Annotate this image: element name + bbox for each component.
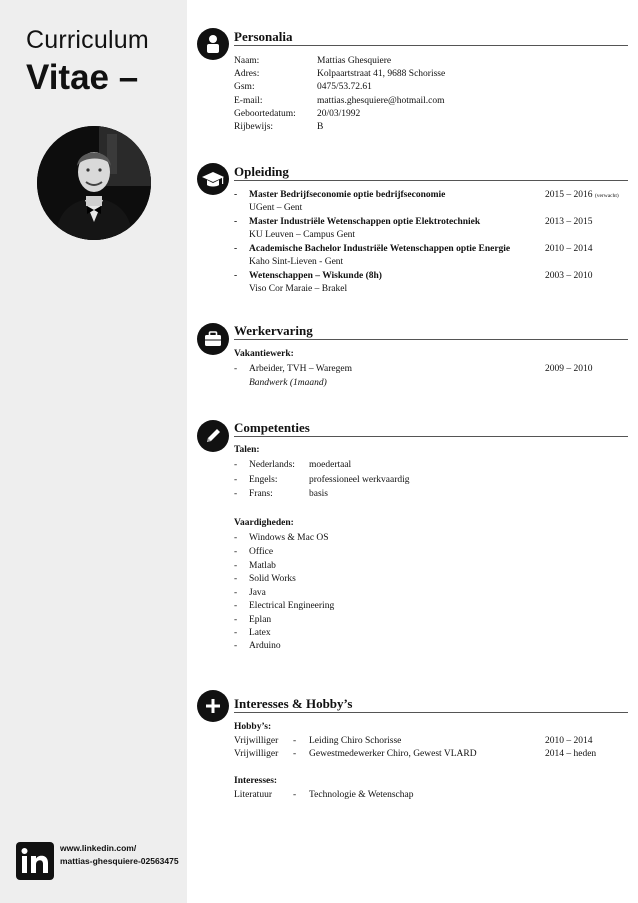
bullet: -: [234, 574, 238, 584]
interesse-role: Literatuur: [234, 790, 272, 800]
section-title-personalia: Personalia: [234, 29, 293, 44]
hobby-role: Vrijwilliger: [234, 749, 279, 759]
bullet: -: [234, 217, 238, 227]
bullet: -: [234, 489, 238, 499]
bullet: -: [234, 460, 238, 470]
bullet: -: [234, 628, 238, 638]
bullet: -: [234, 190, 238, 200]
werkervaring-detail: Bandwerk (1maand): [249, 378, 327, 388]
opleiding-period: 2013 – 2015: [545, 217, 593, 227]
hobbys-title: Hobby’s:: [234, 722, 272, 732]
taal-name: Frans:: [249, 489, 273, 499]
bullet: -: [234, 364, 238, 374]
section-title-interesses: Interesses & Hobby’s: [234, 696, 353, 711]
opleiding-note: (verwacht): [594, 193, 619, 199]
hobby-what: Leiding Chiro Schorisse: [309, 736, 402, 746]
taal-level: professioneel werkvaardig: [309, 475, 410, 485]
opleiding-school: UGent – Gent: [249, 203, 303, 213]
graduation-cap-icon: [197, 163, 229, 195]
taal-level: basis: [309, 489, 328, 499]
opleiding-degree: Wetenschappen – Wiskunde (8h): [249, 271, 382, 281]
vaardigheden-title: Vaardigheden:: [234, 518, 294, 528]
interesse-what: Technologie & Wetenschap: [309, 790, 414, 800]
personalia-value: 20/03/1992: [317, 109, 361, 119]
opleiding-degree: Academische Bachelor Industriële Wetenschappen optie Energie: [249, 244, 511, 254]
plus-icon: [197, 690, 229, 722]
bullet: -: [234, 271, 238, 281]
linkedin-icon[interactable]: [16, 842, 54, 880]
section-divider: [234, 339, 628, 340]
linkedin-url[interactable]: [60, 842, 179, 868]
taal-level: moedertaal: [309, 460, 352, 470]
opleiding-school: Viso Cor Maraie – Brakel: [249, 284, 348, 294]
bullet: -: [234, 641, 238, 651]
taal-name: Nederlands:: [249, 460, 295, 470]
section-title-competenties: Competenties: [234, 420, 310, 435]
personalia-value: 0475/53.72.61: [317, 82, 372, 92]
bullet: -: [293, 736, 297, 746]
vaardigheid-item: Solid Works: [249, 574, 296, 584]
bullet: -: [293, 790, 297, 800]
hobby-what: Gewestmedewerker Chiro, Gewest VLARD: [309, 749, 477, 759]
taal-name: Engels:: [249, 475, 278, 485]
bullet: -: [234, 244, 238, 254]
vaardigheid-item: Electrical Engineering: [249, 601, 335, 611]
bullet: -: [234, 533, 238, 543]
pencil-icon: [197, 420, 229, 452]
profile-photo: [37, 126, 151, 240]
hobby-period: 2014 – heden: [545, 749, 597, 759]
personalia-value: Kolpaartstraat 41, 9688 Schorisse: [317, 69, 446, 79]
opleiding-school: Kaho Sint-Lieven - Gent: [249, 257, 344, 267]
personalia-label: Rijbewijs:: [234, 122, 274, 132]
section-divider: [234, 180, 628, 181]
bullet: -: [234, 475, 238, 485]
linkedin-url-line1[interactable]: www.linkedin.com/: [60, 843, 137, 853]
werkervaring-subtitle: Vakantiewerk:: [234, 349, 294, 359]
user-icon: [197, 28, 229, 60]
interesses-title: Interesses:: [234, 776, 278, 786]
vaardigheid-item: Windows & Mac OS: [249, 533, 329, 543]
opleiding-period: 2010 – 2014: [545, 244, 593, 254]
section-divider: [234, 45, 628, 46]
vaardigheid-item: Matlab: [249, 561, 276, 571]
bullet: -: [234, 547, 238, 557]
opleiding-school: KU Leuven – Campus Gent: [249, 230, 356, 240]
bullet: -: [234, 601, 238, 611]
section-divider: [234, 712, 628, 713]
personalia-label: Geboortedatum:: [234, 109, 296, 119]
section-title-werkervaring: Werkervaring: [234, 323, 313, 338]
cv-title-line2: Vitae –: [26, 58, 139, 97]
cv-title-line1: Curriculum: [26, 26, 149, 54]
personalia-value: Mattias Ghesquiere: [317, 56, 392, 66]
personalia-label: Gsm:: [234, 82, 255, 92]
personalia-label: E-mail:: [234, 96, 263, 106]
bullet: -: [293, 749, 297, 759]
email-link[interactable]: mattias.ghesquiere@hotmail.com: [317, 96, 445, 106]
briefcase-icon: [197, 323, 229, 355]
opleiding-degree: Master Bedrijfseconomie optie bedrijfseconomie: [249, 190, 446, 200]
bullet: -: [234, 561, 238, 571]
talen-title: Talen:: [234, 445, 260, 455]
section-divider: [234, 436, 628, 437]
vaardigheid-item: Java: [249, 588, 266, 598]
personalia-label: Naam:: [234, 56, 260, 66]
vaardigheid-item: Eplan: [249, 615, 272, 625]
bullet: -: [234, 615, 238, 625]
opleiding-period: 2003 – 2010: [545, 271, 593, 281]
hobby-period: 2010 – 2014: [545, 736, 593, 746]
vaardigheid-item: Arduino: [249, 641, 281, 651]
section-title-opleiding: Opleiding: [234, 164, 289, 179]
bullet: -: [234, 588, 238, 598]
vaardigheid-item: Latex: [249, 628, 271, 638]
werkervaring-job: Arbeider, TVH – Waregem: [249, 364, 352, 374]
personalia-value: B: [317, 122, 324, 132]
personalia-label: Adres:: [234, 69, 260, 79]
linkedin-url-line2[interactable]: mattias-ghesquiere-02563475: [60, 856, 179, 866]
sidebar: [0, 0, 187, 903]
werkervaring-period: 2009 – 2010: [545, 364, 593, 374]
hobby-role: Vrijwilliger: [234, 736, 279, 746]
opleiding-degree: Master Industriële Wetenschappen optie Elektrotechniek: [249, 217, 481, 227]
opleiding-period: 2015 – 2016 (verwacht): [545, 190, 619, 200]
vaardigheid-item: Office: [249, 547, 274, 557]
